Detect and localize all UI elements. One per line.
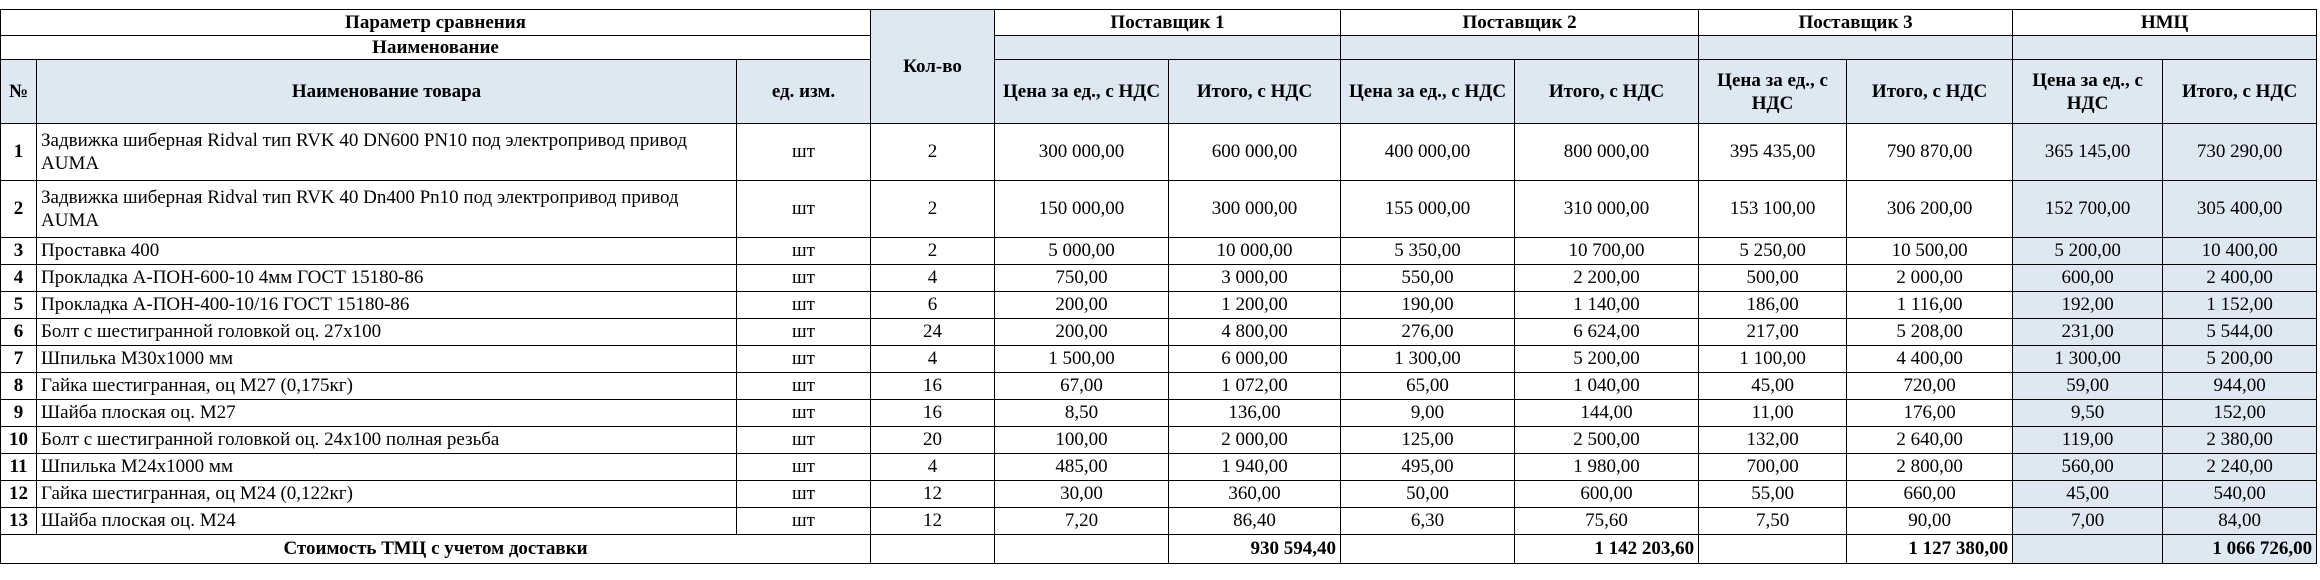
row-s3-total: 90,00 — [1847, 508, 2013, 535]
row-s3-total: 660,00 — [1847, 481, 2013, 508]
table-row — [1, 400, 2317, 427]
header-spacer-1 — [995, 36, 1341, 60]
price-comparison-table — [0, 9, 2317, 564]
row-product-name: Задвижка шиберная Ridval тип RVK 40 DN600 PN10 под электропривод привод AUMA — [37, 124, 737, 181]
row-nmc-price: 45,00 — [2013, 481, 2163, 508]
row-nmc-price: 5 200,00 — [2013, 238, 2163, 265]
row-s2-price: 400 000,00 — [1341, 124, 1515, 181]
row-s3-price: 217,00 — [1699, 319, 1847, 346]
footer-total-s3: 1 127 380,00 — [1847, 535, 2013, 564]
row-s1-total: 3 000,00 — [1169, 265, 1341, 292]
header-s2-price: Цена за ед., с НДС — [1341, 60, 1515, 124]
row-s1-price: 200,00 — [995, 292, 1169, 319]
row-s2-price: 6,30 — [1341, 508, 1515, 535]
row-s3-price: 55,00 — [1699, 481, 1847, 508]
row-nmc-total: 152,00 — [2163, 400, 2317, 427]
row-qty: 12 — [871, 481, 995, 508]
row-s1-price: 750,00 — [995, 265, 1169, 292]
row-qty: 2 — [871, 124, 995, 181]
footer-total-nmc: 1 066 726,00 — [2163, 535, 2317, 564]
row-nmc-total: 305 400,00 — [2163, 181, 2317, 238]
table-row — [1, 346, 2317, 373]
table-row — [1, 292, 2317, 319]
row-qty: 2 — [871, 238, 995, 265]
header-s1-total: Итого, с НДС — [1169, 60, 1341, 124]
row-s1-price: 485,00 — [995, 454, 1169, 481]
row-number: 7 — [1, 346, 37, 373]
row-nmc-total: 5 200,00 — [2163, 346, 2317, 373]
row-nmc-price: 59,00 — [2013, 373, 2163, 400]
row-unit: шт — [737, 427, 871, 454]
row-nmc-total: 84,00 — [2163, 508, 2317, 535]
row-qty: 24 — [871, 319, 995, 346]
row-s1-price: 1 500,00 — [995, 346, 1169, 373]
row-number: 13 — [1, 508, 37, 535]
footer-total-s1: 930 594,40 — [1169, 535, 1341, 564]
header-param: Параметр сравнения — [1, 10, 871, 36]
row-s1-total: 1 200,00 — [1169, 292, 1341, 319]
row-qty: 20 — [871, 427, 995, 454]
row-s1-total: 600 000,00 — [1169, 124, 1341, 181]
row-nmc-price: 9,50 — [2013, 400, 2163, 427]
row-s3-price: 500,00 — [1699, 265, 1847, 292]
row-s1-total: 6 000,00 — [1169, 346, 1341, 373]
header-supplier-1: Поставщик 1 — [995, 10, 1341, 36]
header-spacer-4 — [2013, 36, 2317, 60]
header-nmc-total: Итого, с НДС — [2163, 60, 2317, 124]
header-s3-total: Итого, с НДС — [1847, 60, 2013, 124]
row-s3-total: 4 400,00 — [1847, 346, 2013, 373]
row-s2-total: 75,60 — [1515, 508, 1699, 535]
row-unit: шт — [737, 181, 871, 238]
row-unit: шт — [737, 454, 871, 481]
row-s3-price: 45,00 — [1699, 373, 1847, 400]
row-number: 1 — [1, 124, 37, 181]
comparison-sheet — [0, 9, 2316, 564]
table-row — [1, 481, 2317, 508]
row-s2-price: 9,00 — [1341, 400, 1515, 427]
row-product-name: Болт с шестигранной головкой оц. 27х100 — [37, 319, 737, 346]
row-product-name: Гайка шестигранная, оц М24 (0,122кг) — [37, 481, 737, 508]
row-s2-total: 1 040,00 — [1515, 373, 1699, 400]
row-nmc-total: 730 290,00 — [2163, 124, 2317, 181]
row-nmc-price: 152 700,00 — [2013, 181, 2163, 238]
row-nmc-price: 365 145,00 — [2013, 124, 2163, 181]
header-spacer-3 — [1699, 36, 2013, 60]
row-s2-total: 2 200,00 — [1515, 265, 1699, 292]
row-s2-total: 600,00 — [1515, 481, 1699, 508]
row-s1-total: 300 000,00 — [1169, 181, 1341, 238]
row-unit: шт — [737, 481, 871, 508]
footer-empty-qty — [871, 535, 995, 564]
row-unit: шт — [737, 508, 871, 535]
row-product-name: Проставка 400 — [37, 238, 737, 265]
row-s3-price: 153 100,00 — [1699, 181, 1847, 238]
row-nmc-price: 600,00 — [2013, 265, 2163, 292]
row-number: 2 — [1, 181, 37, 238]
row-product-name: Прокладка А-ПОН-400-10/16 ГОСТ 15180-86 — [37, 292, 737, 319]
row-number: 10 — [1, 427, 37, 454]
row-nmc-total: 2 240,00 — [2163, 454, 2317, 481]
row-s3-total: 10 500,00 — [1847, 238, 2013, 265]
row-s1-price: 67,00 — [995, 373, 1169, 400]
row-nmc-price: 192,00 — [2013, 292, 2163, 319]
table-row — [1, 124, 2317, 181]
row-number: 3 — [1, 238, 37, 265]
row-s1-total: 1 072,00 — [1169, 373, 1341, 400]
row-number: 11 — [1, 454, 37, 481]
row-product-name: Гайка шестигранная, оц М27 (0,175кг) — [37, 373, 737, 400]
row-s3-price: 700,00 — [1699, 454, 1847, 481]
header-spacer-2 — [1341, 36, 1699, 60]
table-row — [1, 508, 2317, 535]
footer-empty-s2 — [1341, 535, 1515, 564]
table-row — [1, 454, 2317, 481]
row-product-name: Шайба плоская оц. М27 — [37, 400, 737, 427]
table-row — [1, 265, 2317, 292]
row-qty: 4 — [871, 454, 995, 481]
row-s1-price: 100,00 — [995, 427, 1169, 454]
row-qty: 16 — [871, 400, 995, 427]
row-nmc-price: 119,00 — [2013, 427, 2163, 454]
row-unit: шт — [737, 238, 871, 265]
row-s2-price: 1 300,00 — [1341, 346, 1515, 373]
row-nmc-total: 5 544,00 — [2163, 319, 2317, 346]
row-s2-price: 276,00 — [1341, 319, 1515, 346]
row-unit: шт — [737, 319, 871, 346]
row-s2-total: 10 700,00 — [1515, 238, 1699, 265]
row-s2-price: 50,00 — [1341, 481, 1515, 508]
row-s2-price: 65,00 — [1341, 373, 1515, 400]
header-s2-total: Итого, с НДС — [1515, 60, 1699, 124]
row-s3-price: 132,00 — [1699, 427, 1847, 454]
footer-total-s2: 1 142 203,60 — [1515, 535, 1699, 564]
header-name-group: Наименование — [1, 36, 871, 60]
row-product-name: Шпилька М30х1000 мм — [37, 346, 737, 373]
table-body — [1, 124, 2317, 535]
row-s1-total: 4 800,00 — [1169, 319, 1341, 346]
row-s2-price: 5 350,00 — [1341, 238, 1515, 265]
row-s1-total: 86,40 — [1169, 508, 1341, 535]
row-s1-total: 136,00 — [1169, 400, 1341, 427]
row-number: 12 — [1, 481, 37, 508]
row-s2-total: 2 500,00 — [1515, 427, 1699, 454]
row-product-name: Болт с шестигранной головкой оц. 24х100 полная резьба — [37, 427, 737, 454]
row-s2-total: 310 000,00 — [1515, 181, 1699, 238]
row-s3-total: 2 640,00 — [1847, 427, 2013, 454]
header-product-name: Наименование товара — [37, 60, 737, 124]
row-product-name: Задвижка шиберная Ridval тип RVK 40 Dn400 Pn10 под электропривод привод AUMA — [37, 181, 737, 238]
row-s1-total: 2 000,00 — [1169, 427, 1341, 454]
row-s1-price: 5 000,00 — [995, 238, 1169, 265]
row-qty: 4 — [871, 265, 995, 292]
row-s2-total: 800 000,00 — [1515, 124, 1699, 181]
row-qty: 16 — [871, 373, 995, 400]
header-qty: Кол-во — [871, 10, 995, 124]
header-supplier-2: Поставщик 2 — [1341, 10, 1699, 36]
row-s1-price: 30,00 — [995, 481, 1169, 508]
row-s3-total: 176,00 — [1847, 400, 2013, 427]
table-footer — [1, 535, 2317, 564]
row-product-name: Шайба плоская оц. М24 — [37, 508, 737, 535]
row-qty: 2 — [871, 181, 995, 238]
header-nmc-price: Цена за ед., с НДС — [2013, 60, 2163, 124]
table-row — [1, 238, 2317, 265]
header-num: № — [1, 60, 37, 124]
row-nmc-total: 1 152,00 — [2163, 292, 2317, 319]
row-number: 6 — [1, 319, 37, 346]
row-s2-total: 1 980,00 — [1515, 454, 1699, 481]
row-nmc-total: 540,00 — [2163, 481, 2317, 508]
row-s1-price: 8,50 — [995, 400, 1169, 427]
row-nmc-price: 231,00 — [2013, 319, 2163, 346]
row-s2-price: 155 000,00 — [1341, 181, 1515, 238]
row-s3-price: 7,50 — [1699, 508, 1847, 535]
row-qty: 12 — [871, 508, 995, 535]
footer-empty-s3 — [1699, 535, 1847, 564]
row-s2-price: 550,00 — [1341, 265, 1515, 292]
row-s2-total: 144,00 — [1515, 400, 1699, 427]
row-s2-price: 190,00 — [1341, 292, 1515, 319]
row-qty: 4 — [871, 346, 995, 373]
header-s3-price: Цена за ед., с НДС — [1699, 60, 1847, 124]
footer-empty-s1 — [995, 535, 1169, 564]
row-s3-price: 395 435,00 — [1699, 124, 1847, 181]
row-qty: 6 — [871, 292, 995, 319]
row-nmc-total: 2 380,00 — [2163, 427, 2317, 454]
row-s3-total: 5 208,00 — [1847, 319, 2013, 346]
row-s2-price: 495,00 — [1341, 454, 1515, 481]
row-unit: шт — [737, 124, 871, 181]
row-unit: шт — [737, 373, 871, 400]
row-s3-price: 11,00 — [1699, 400, 1847, 427]
row-nmc-total: 2 400,00 — [2163, 265, 2317, 292]
row-number: 5 — [1, 292, 37, 319]
table-header — [1, 10, 2317, 124]
table-row — [1, 373, 2317, 400]
row-s3-total: 2 800,00 — [1847, 454, 2013, 481]
row-s1-total: 360,00 — [1169, 481, 1341, 508]
row-s2-total: 6 624,00 — [1515, 319, 1699, 346]
table-row — [1, 181, 2317, 238]
header-unit: ед. изм. — [737, 60, 871, 124]
row-unit: шт — [737, 265, 871, 292]
row-s3-total: 2 000,00 — [1847, 265, 2013, 292]
row-s2-price: 125,00 — [1341, 427, 1515, 454]
row-s2-total: 5 200,00 — [1515, 346, 1699, 373]
row-number: 4 — [1, 265, 37, 292]
footer-label: Стоимость ТМЦ с учетом доставки — [1, 535, 871, 564]
header-s1-price: Цена за ед., с НДС — [995, 60, 1169, 124]
row-s1-total: 10 000,00 — [1169, 238, 1341, 265]
row-unit: шт — [737, 400, 871, 427]
header-nmc: НМЦ — [2013, 10, 2317, 36]
row-s3-price: 1 100,00 — [1699, 346, 1847, 373]
header-supplier-3: Поставщик 3 — [1699, 10, 2013, 36]
row-product-name: Шпилька М24х1000 мм — [37, 454, 737, 481]
row-s3-price: 5 250,00 — [1699, 238, 1847, 265]
row-s3-total: 1 116,00 — [1847, 292, 2013, 319]
row-s1-price: 150 000,00 — [995, 181, 1169, 238]
row-s1-total: 1 940,00 — [1169, 454, 1341, 481]
row-s1-price: 200,00 — [995, 319, 1169, 346]
table-row — [1, 319, 2317, 346]
row-nmc-total: 10 400,00 — [2163, 238, 2317, 265]
row-s3-total: 306 200,00 — [1847, 181, 2013, 238]
row-nmc-price: 7,00 — [2013, 508, 2163, 535]
row-s3-total: 790 870,00 — [1847, 124, 2013, 181]
row-unit: шт — [737, 292, 871, 319]
row-unit: шт — [737, 346, 871, 373]
footer-empty-nmc — [2013, 535, 2163, 564]
row-s1-price: 300 000,00 — [995, 124, 1169, 181]
row-number: 8 — [1, 373, 37, 400]
row-s1-price: 7,20 — [995, 508, 1169, 535]
row-nmc-price: 560,00 — [2013, 454, 2163, 481]
row-s3-total: 720,00 — [1847, 373, 2013, 400]
row-product-name: Прокладка А-ПОН-600-10 4мм ГОСТ 15180-86 — [37, 265, 737, 292]
row-number: 9 — [1, 400, 37, 427]
row-nmc-total: 944,00 — [2163, 373, 2317, 400]
row-nmc-price: 1 300,00 — [2013, 346, 2163, 373]
row-s3-price: 186,00 — [1699, 292, 1847, 319]
table-row — [1, 427, 2317, 454]
row-s2-total: 1 140,00 — [1515, 292, 1699, 319]
